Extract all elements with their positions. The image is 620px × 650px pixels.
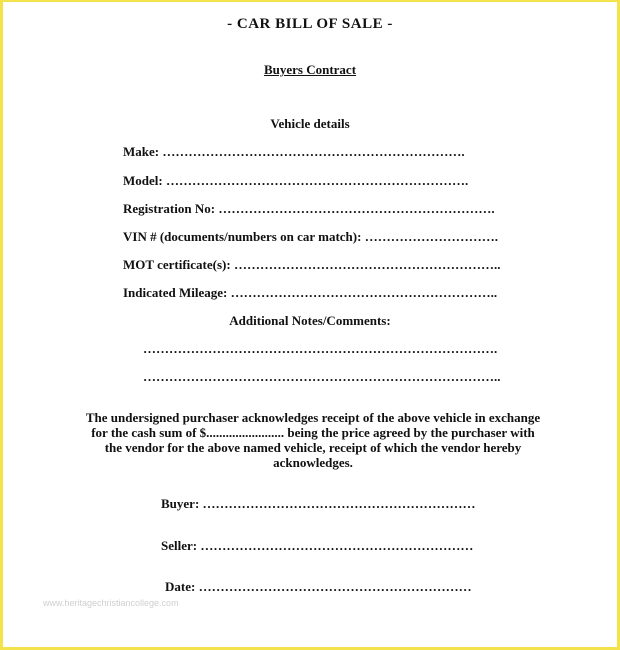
signature-seller: [161, 538, 473, 554]
signature-date: [165, 579, 472, 595]
signature-dots: ………………………………………………………: [198, 579, 472, 594]
field-registration: [123, 201, 495, 217]
signature-dots: ………………………………………………………: [202, 496, 476, 511]
document-title: - CAR BILL OF SALE -: [227, 16, 393, 32]
vehicle-details-heading: Vehicle details: [270, 116, 350, 131]
field-dots: ……………………………………………………..: [233, 257, 501, 272]
field-label: Model:: [123, 173, 163, 188]
notes-line: ……………………………………………………………………….: [143, 341, 498, 356]
signature-buyer: [161, 496, 476, 512]
field-vin: [123, 229, 498, 245]
signature-label: Date:: [165, 579, 196, 594]
field-dots: ……………………………………………………….: [218, 201, 495, 216]
notes-heading: Additional Notes/Comments:: [229, 313, 391, 328]
field-label: Make:: [123, 144, 160, 159]
document-page: [3, 2, 617, 647]
document-subtitle: [3, 62, 617, 78]
field-mileage: [123, 285, 497, 301]
field-dots: ……………………………………………………..: [230, 285, 498, 300]
signature-label: Seller:: [161, 538, 198, 553]
field-label: Indicated Mileage:: [123, 285, 228, 300]
field-label: MOT certificate(s):: [123, 257, 231, 272]
signature-label: Buyer:: [161, 496, 200, 511]
field-dots: ………………………….: [364, 229, 498, 244]
subtitle-text: Buyers Contract: [263, 62, 357, 77]
field-model: [123, 173, 468, 189]
acknowledgement-statement: The undersigned purchaser acknowledges receipt of the above vehicle in exchange for the cash sum of $........................ being the price agreed by the purchaser with the vendor for the above named vehicle, receipt of which the vendor hereby acknowledges.: [85, 410, 541, 470]
field-mot: [123, 257, 500, 273]
field-dots: …………………………………………………………….: [162, 144, 465, 159]
field-label: Registration No:: [123, 201, 216, 216]
notes-line: ………………………………………………………………………..: [143, 369, 501, 384]
field-label: VIN # (documents/numbers on car match):: [123, 229, 362, 244]
signature-dots: ………………………………………………………: [200, 538, 474, 553]
watermark: www.heritagechristiancollege.com: [43, 598, 179, 608]
field-make: [123, 144, 465, 160]
field-dots: …………………………………………………………….: [165, 173, 469, 188]
